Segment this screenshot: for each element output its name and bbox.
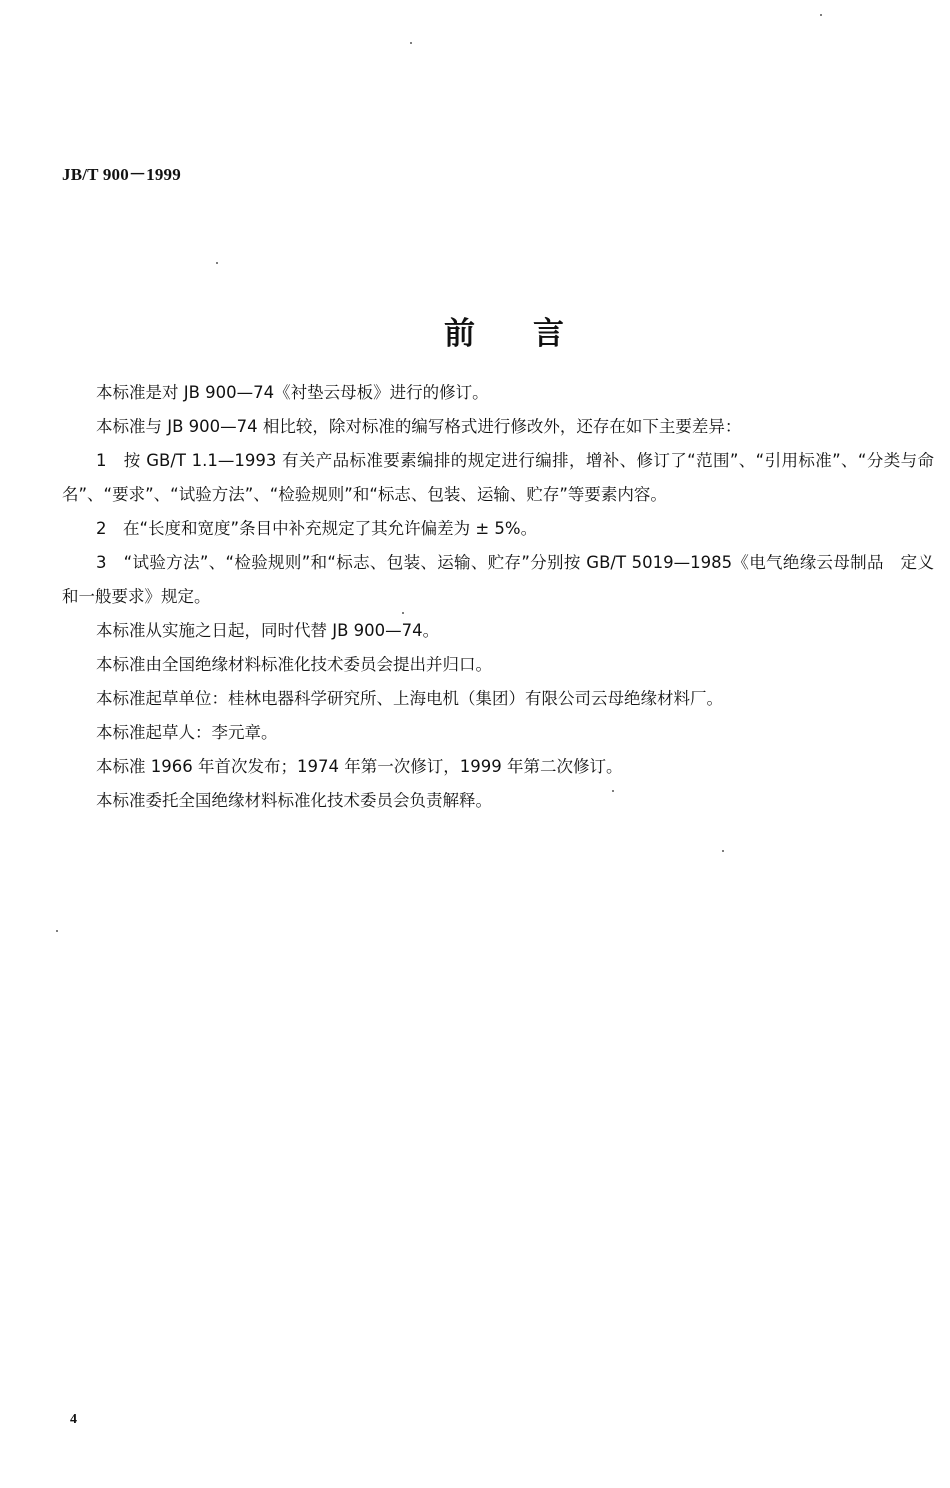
paragraph-drafter: 本标准起草人：李元章。 [96,723,278,742]
paragraph-revision-basis: 本标准是对 JB 900—74《衬垫云母板》进行的修订。 [96,383,489,402]
paragraph-drafting-units: 本标准起草单位：桂林电器科学研究所、上海电机（集团）有限公司云母绝缘材料厂。 [96,689,723,708]
paragraph-difference-2: 2 在“长度和宽度”条目中补充规定了其允许偏差为 ± 5%。 [96,519,538,538]
foreword-body [62,376,934,818]
standard-code: JB/T 900－1999 [62,165,181,184]
scan-speck [216,262,218,264]
paragraph-proposed-by: 本标准由全国绝缘材料标准化技术委员会提出并归口。 [96,655,492,674]
paragraph-difference-3: 3 “试验方法”、“检验规则”和“标志、包装、运输、贮存”分别按 GB/T 5019—1985《电气绝缘云母制品 定义和一般要求》规定。 [62,553,934,606]
scan-speck [56,930,58,932]
paragraph-main-differences: 本标准与 JB 900—74 相比较，除对标准的编写格式进行修改外，还存在如下主要差异： [96,417,742,436]
paragraph-difference-1: 1 按 GB/T 1.1—1993 有关产品标准要素编排的规定进行编排，增补、修订了“范围”、“引用标准”、“分类与命名”、“要求”、“试验方法”、“检验规则”和“标志、包装、运输、贮存”等要素内容。 [62,451,934,504]
page-title: 前言 [444,316,622,352]
scan-speck [612,790,614,792]
scan-speck [820,14,822,16]
page-number: 4 [70,1412,77,1427]
scan-speck [402,612,404,614]
paragraph-history: 本标准 1966 年首次发布；1974 年第一次修订，1999 年第二次修订。 [96,757,623,776]
scan-speck [722,850,724,852]
paragraph-replaces: 本标准从实施之日起，同时代替 JB 900—74。 [96,621,440,640]
paragraph-interpretation: 本标准委托全国绝缘材料标准化技术委员会负责解释。 [96,791,492,810]
scan-speck [410,42,412,44]
